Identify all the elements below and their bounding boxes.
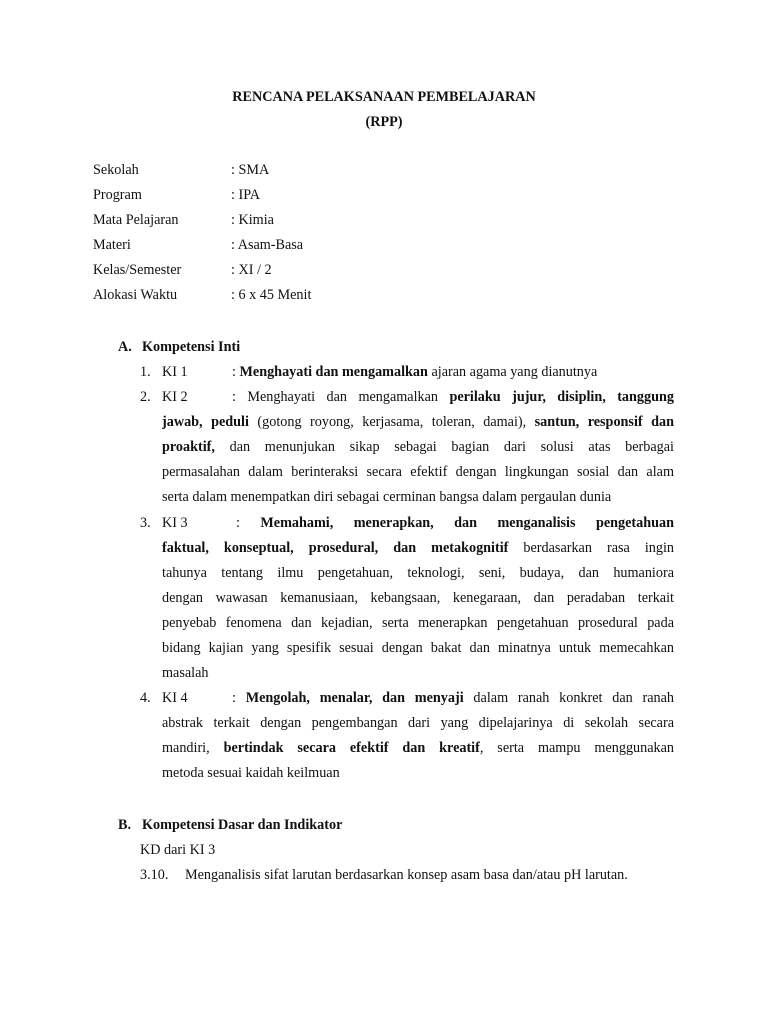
text-run: dan menunjukan sikap sebagai bagian dari solusi atas berbagai (214, 439, 674, 455)
ki-text-line (162, 715, 674, 735)
identity-row-alokasi-waktu (93, 287, 593, 307)
document-title: RENCANA PELAKSANAAN PEMBELAJARAN (232, 89, 536, 105)
ki-text-line (162, 740, 674, 760)
ki-number: 4. (140, 690, 151, 706)
bold-text-run: Menghayati dan mengamalkan (239, 364, 428, 380)
ki-text-line (162, 565, 674, 585)
section-letter: A. (118, 339, 132, 355)
ki-name: KI 4 (162, 690, 188, 706)
kd-text: Menganalisis sifat larutan berdasarkan konsep asam basa dan/atau pH larutan. (185, 867, 628, 883)
identity-value: : Asam-Basa (231, 237, 304, 253)
ki-text-line (162, 489, 611, 506)
ki-text-line (162, 665, 208, 682)
ki-number: 1. (140, 364, 151, 380)
identity-label: Sekolah (93, 162, 139, 178)
text-run: : Menghayati dan mengamalkan (232, 389, 450, 405)
identity-value: : IPA (231, 187, 261, 203)
identity-row-program (93, 187, 593, 207)
text-run: : (236, 515, 261, 531)
section-title: Kompetensi Inti (142, 339, 241, 355)
text-run: masalah (162, 665, 209, 681)
section-a-heading (118, 339, 240, 356)
ki-text-line (162, 590, 674, 610)
identity-row-sekolah (93, 162, 593, 182)
ki-text-line (162, 765, 340, 782)
text-run: dalam ranah konkret dan ranah (463, 690, 674, 706)
bold-text-run: Mengolah, menalar, dan menyaji (245, 690, 464, 706)
identity-value: : 6 x 45 Menit (231, 287, 312, 303)
section-title: Kompetensi Dasar dan Indikator (142, 817, 343, 833)
ki-number: 2. (140, 389, 151, 405)
ki-text-line (232, 389, 674, 409)
ki-text-line (162, 540, 674, 560)
ki-text-line (162, 615, 674, 635)
ki-text-line (232, 364, 597, 381)
bold-text-run: proaktif, (162, 439, 215, 455)
identity-label: Materi (93, 237, 131, 253)
kd-number: 3.10. (140, 867, 169, 883)
text-run: : (232, 364, 240, 380)
document-subtitle: (RPP) (365, 114, 403, 130)
kd-subheading: KD dari KI 3 (140, 842, 216, 858)
identity-label: Program (93, 187, 142, 203)
bold-text-run: jawab, peduli (162, 414, 249, 430)
text-run: : (232, 690, 246, 706)
identity-value: : XI / 2 (231, 262, 272, 278)
identity-value: : SMA (231, 162, 270, 178)
section-b-heading (118, 817, 342, 834)
identity-row-materi (93, 237, 593, 257)
text-run: serta dalam menempatkan diri sebagai cerminan bangsa dalam pergaulan dunia (162, 489, 612, 505)
text-run: abstrak terkait dengan pengembangan dari yang dipelajarinya di sekolah secara (162, 715, 674, 731)
text-run: permasalahan dalam berinteraksi secara efektif dengan lingkungan sosial dan alam (162, 464, 674, 480)
text-run: metoda sesuai kaidah keilmuan (162, 765, 340, 781)
text-run: , serta mampu menggunakan (479, 740, 674, 756)
ki-text-line (162, 640, 674, 660)
text-run: tahunya tentang ilmu pengetahuan, teknologi, seni, budaya, dan humaniora (162, 565, 674, 581)
ki-text-line (162, 464, 674, 484)
bold-text-run: bertindak secara efektif dan kreatif (223, 740, 480, 756)
text-run: mandiri, (162, 740, 224, 756)
ki-name: KI 1 (162, 364, 188, 380)
identity-label: Kelas/Semester (93, 262, 182, 278)
identity-label: Mata Pelajaran (93, 212, 179, 228)
ki-text-line (232, 690, 674, 710)
ki-text-line (236, 515, 674, 535)
ki-name: KI 2 (162, 389, 188, 405)
text-run: berdasarkan rasa ingin (508, 540, 674, 556)
text-run: penyebab fenomena dan kejadian, serta menerapkan pengetahuan prosedural pada (162, 615, 674, 631)
bold-text-run: Memahami, menerapkan, dan menganalisis pengetahuan (260, 515, 674, 531)
section-letter: B. (118, 817, 132, 833)
ki-name: KI 3 (162, 515, 188, 531)
identity-value: : Kimia (231, 212, 274, 228)
text-run: dengan wawasan kemanusiaan, kebangsaan, kenegaraan, dan peradaban terkait (162, 590, 674, 606)
bold-text-run: perilaku jujur, disiplin, tanggung (449, 389, 674, 405)
text-run: ajaran agama yang dianutnya (427, 364, 598, 380)
identity-label: Alokasi Waktu (93, 287, 178, 303)
ki-number: 3. (140, 515, 151, 531)
bold-text-run: santun, responsif dan (534, 414, 674, 430)
ki-text-line (162, 414, 674, 434)
identity-row-kelas-semester (93, 262, 593, 282)
ki-text-line (162, 439, 674, 459)
bold-text-run: faktual, konseptual, prosedural, dan metakognitif (162, 540, 509, 556)
identity-row-mata-pelajaran (93, 212, 593, 232)
text-run: bidang kajian yang spesifik sesuai dengan bakat dan minatnya untuk memecahkan (162, 640, 674, 656)
text-run: (gotong royong, kerjasama, toleran, damai), (248, 414, 535, 430)
